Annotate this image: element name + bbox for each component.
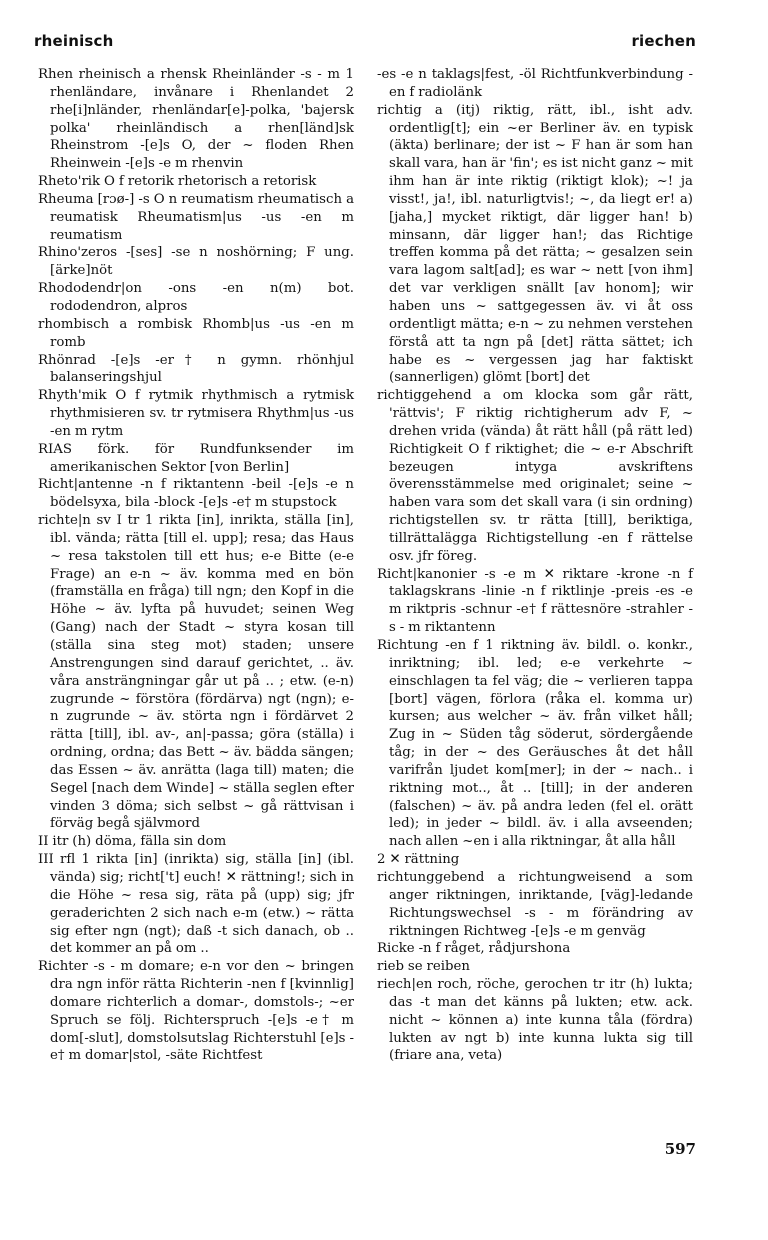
- right-guideword: riechen: [631, 32, 696, 50]
- entry-richtantenne: Richt|antenne -n f riktantenn -beil -[e]s -e n bödelsyxa, bila -block -[e]s -e† m stupstock: [38, 477, 354, 511]
- entry-richten: richte|n sv I tr 1 rikta [in], inrikta, ställa [in], ibl. vända; rätta [till el. upp]; resa; das Haus ~ resa takstolen till ett hus; e-e Bitte (e-e Frage) an e-n ~ äv. komma med en bön (framställa en fråga) till ngn; den Kopf in die Höhe ~ äv. lyfta på huvudet; seinen Weg (Gang) nach der Stadt ~ styra kosan till (ställa sina steg mot) staden; unsere Anstrengungen sind darauf gerichtet, .. äv. våra ansträngningar går ut på .. ; etw. (e-n) zugrunde ~ förstöra (fördärva) ngt (ngn); e-n zugrunde ~ äv. störta ngn i fördärvet 2 rätta [till], ibl. av-, an|-passa; göra (ställa) i ordning, ordna; das Bett ~ äv. bädda sängen; das Essen ~ äv. anrätta (laga till) maten; die Segel [nach dem Winde] ~ ställa seglen efter vinden 3 döma; sich selbst ~ gå rättvisan i förväg begå självmord: [38, 513, 354, 832]
- entry-riechen: riech|en roch, röche, gerochen tr itr (h) lukta; das -t man det känns på lukten; etw. ack. nicht ~ können a) inte kunna tåla (fördra) lukten av ngt b) inte kunna lukta sig till (friare ana, veta): [377, 977, 693, 1064]
- entry-rhetorik: Rheto'rik O f retorik rhetorisch a retorisk: [38, 174, 317, 190]
- left-guideword: rheinisch: [34, 32, 114, 50]
- entry-rhododendron: Rhododendr|on -ons -en n(m) bot. rododendron, alpros: [38, 281, 354, 314]
- entry-richten-rfl: III rfl 1 rikta [in] (inrikta) sig, ställa [in] (ibl. vända) sig; richt['t] euch! ✕ rättning!; sich in die Höhe ~ resa sig, räta på (upp) sig; jfr geraderichten 2 sich nach e-m (etw.) ~ rätta sig efter ngn (ngt); daß -t sich danach, ob .. det kommer an på om ..: [38, 852, 354, 957]
- right-column: [377, 66, 693, 1065]
- entry-ricke: Ricke -n f råget, rådjurshona: [377, 941, 571, 957]
- entry-rhein: Rhen rheinisch a rhensk Rheinländer -s - m 1 rhenländare, invånare i Rhenlandet 2 rhe[i]nländer, rhenländar[e]-polka, 'bajersk polka' rheinländisch a rhen[länd]sk Rheinstrom -[e]s O, der ~ floden Rhen Rheinwein -[e]s -e m rhenvin: [38, 67, 354, 172]
- entry-richtfest-cont: -es -e n taklags|fest, -öl Richtfunkverbindung -en f radiolänk: [377, 67, 693, 100]
- entry-rieb: rieb se reiben: [377, 959, 470, 975]
- entry-richtung-2: 2 ✕ rättning: [377, 852, 460, 868]
- entry-rias: RIAS förk. för Rundfunksender im amerikanischen Sektor [von Berlin]: [38, 441, 354, 475]
- entry-richtig: richtig a (itj) riktig, rätt, ibl., isht adv. ordentlig[t]; ein ~er Berliner äv. en typisk (äkta) berlinare; der ist ~ F han är som han skall vara, han är 'fin'; es ist nicht ganz ~ mit ihm han är inte riktig (riktigt klok); ~! ja visst!, ja!, ibl. naturligtvis!; ~, da liegt er! a) [jaha,] mycket riktigt, där ligger han! b) minsann, där ligger han!; das Richtige treffen komma på det rätta; ~ gesalzen sein vara lagom salt[ad]; es war ~ nett [von ihm] det var verkligen snällt [av honom]; wir haben uns ~ sattgegessen äv. vi åt oss ordentligt mätta; e-n ~ zu nehmen verstehen förstå att ta ngn på [det] rätta sättet; ich habe es ~ vergessen jag har faktiskt (sannerligen) glömt [bort] det: [377, 102, 693, 386]
- entry-rhombisch: rhombisch a rombisk Rhomb|us -us -en m romb: [38, 316, 354, 350]
- page-number: 597: [664, 1140, 696, 1158]
- entry-richtung: Richtung -en f 1 riktning äv. bildl. o. konkr., inriktning; ibl. led; e-e verkehrte ~ einschlagen ta fel väg; die ~ verlieren tappa [bort] vägen, förlora (råka el. komma ur) kursen; aus welcher ~ äv. från vilket håll; Zug in ~ Süden tåg söderut, sördergående tåg; in der ~ des Geräusches åt det håll varifrån ljudet kom[mer]; in der ~ nach.. i riktning mot.., åt .. [till]; in der anderen (falschen) ~ äv. på andra leden (fel el. orätt led); in jeder ~ bildl. äv. i alla avseenden; nach allen ~en i alla riktningar, åt alla håll: [377, 638, 693, 850]
- entry-richter: Richter -s - m domare; e-n vor den ~ bringen dra ngn inför rätta Richterin -nen f [kvinnlig] domare richterlich a domar-, domstols-; ~er Spruch se följ. Richterspruch -[e]s -e† m dom[-slut], domstolsutslag Richterstuhl [e]s -e† m domar|stol, -säte Richtfest: [38, 959, 354, 1064]
- entry-rhinozeros: Rhino'zeros -[ses] -se n noshörning; F ung. [ärke]nöt: [38, 245, 354, 279]
- entry-rhythmik: Rhyth'mik O f rytmik rhythmisch a rytmisk rhythmisieren sv. tr rytmisera Rhythm|us -us -en m rytm: [38, 388, 354, 439]
- entry-richtunggebend: richtunggebend a richtungweisend a som anger riktningen, inriktande, [väg]-ledande Richtungswechsel -s - m förändring av riktningen Richtweg -[e]s -e m genväg: [377, 869, 693, 939]
- entry-richten-itr: II itr (h) döma, fälla sin dom: [38, 834, 227, 850]
- entry-richtkanonier: Richt|kanonier -s -e m ✕ riktare -krone -n f taklagskrans -linie -n f riktlinje -preis -es -e m riktpris -schnur -e† f rättesnöre -strahler -s - m riktantenn: [377, 566, 693, 636]
- left-column: [38, 66, 354, 1065]
- entry-richtiggehend: richtiggehend a om klocka som går rätt, 'rättvis'; F riktig richtigherum adv F, ~ drehen vrida (vända) åt rätt håll (på rätt led) Richtigkeit O f riktighet; die ~ e-r Abschrift bezeugen intyga avskriftens överensstämmelse med originalet; seine ~ haben vara som det skall vara (i sin ordning) richtigstellen sv. tr rätta [till], beriktiga, tillrättalägga Richtigstellung -en f rättelse osv. jfr föreg.: [377, 388, 693, 564]
- entry-rheuma: Rheuma [rɔø-] -s O n reumatism rheumatisch a reumatisk Rheumatism|us -us -en m reumatism: [38, 191, 354, 243]
- entry-rhoenrad: Rhönrad -[e]s -er† n gymn. rhönhjul balanseringshjul: [38, 352, 354, 386]
